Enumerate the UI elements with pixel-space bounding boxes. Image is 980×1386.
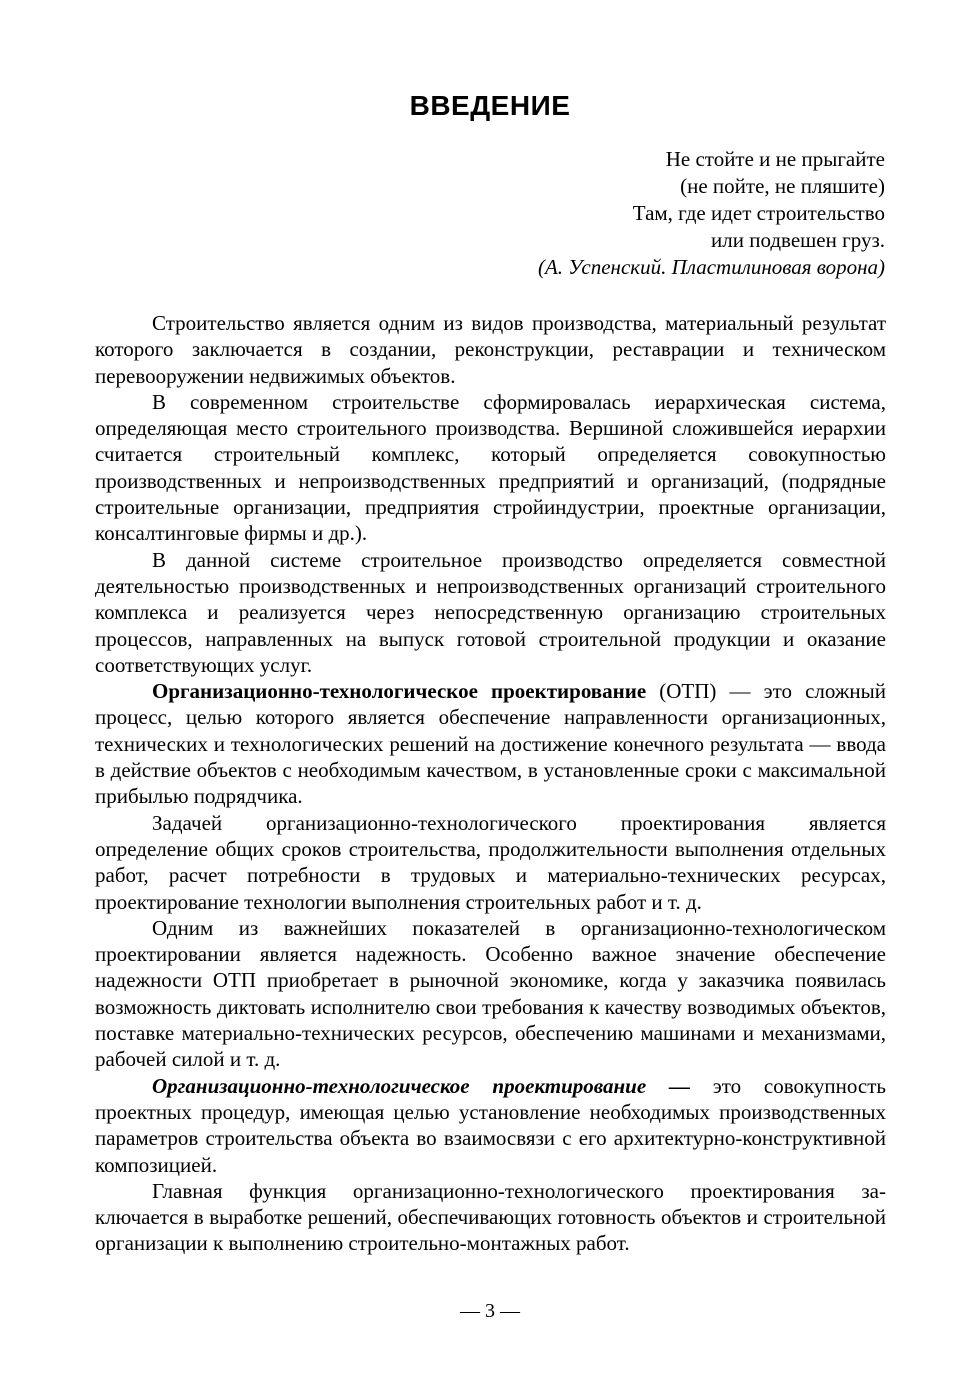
paragraph-text: Задачей организационно-технологического проектирования является определение общих сроков строительства, продолжительности выполнения отдельных работ, расчет потребности в трудовых и материально-технических ресурсах, проектирование технологии выполнения строительных работ и т. д. xyxy=(95,810,886,914)
epigraph-line: Там, где идет строительство xyxy=(632,201,885,225)
body-text xyxy=(95,310,886,1257)
paragraph xyxy=(95,810,886,915)
epigraph-line: или подвешен груз. xyxy=(711,228,885,252)
epigraph-source: (А. Успенский. Пластилиновая ворона) xyxy=(537,255,885,279)
paragraph-text: В современном строительстве сформировалась иерархическая система, определяющая место строительного производства. Вершиной сложившейся иерархии считается строительный комплекс, который определяется совокупностью производственных и непроизводственных предприятий и организаций, (подрядные строительные организации, предприятия стройиндустрии, проектные организации, консалтинговые фирмы и др.). xyxy=(95,389,886,546)
paragraph-text: Одним из важнейших показателей в организационно-технологическом проектировании является надежность. Особенно важное значение обеспечение надежности ОТП приобретает в рыночной экономике, когда у заказчика появилась возможность диктовать исполнителю свои требования к качеству возводимых объектов, поставке материально-технических ресурсов, обеспечению машинами и механизмами, рабочей силой и т. д. xyxy=(95,915,886,1072)
paragraph xyxy=(95,1073,886,1178)
paragraph xyxy=(95,310,886,389)
paragraph xyxy=(95,547,886,678)
term-definition-heading: Организационно-технологическое проектирование xyxy=(152,679,647,704)
paragraph xyxy=(95,389,886,547)
paragraph xyxy=(95,678,886,809)
page-title: ВВЕДЕНИЕ xyxy=(409,90,571,121)
page-number: — 3 — xyxy=(460,1300,520,1322)
epigraph xyxy=(385,146,885,281)
paragraph-text: Строительство является одним из видов производства, материальный результат которого заключается в создании, реконструкции, реставрации и техническом перевооружении недвижимых объектов. xyxy=(95,311,886,388)
epigraph-line: (не пойте, не пляшите) xyxy=(680,174,885,198)
paragraph-text: это совокупность проектных процедур, имеющая целью установление необходимых производственных параметров строительства объекта во взаимосвязи с его архитектурно-конструктивной композицией. xyxy=(95,1073,886,1177)
paragraph-text: (ОТП) — это сложный процесс, целью которого является обеспечение направленности организационных, технических и технологических решений на достижение конечного результата — ввода в действие объектов с необходимым качеством, в установленные сроки с максимальной прибылью подрядчика. xyxy=(95,679,886,809)
paragraph xyxy=(95,915,886,1073)
epigraph-line: Не стойте и не прыгайте xyxy=(665,147,885,171)
paragraph xyxy=(95,1178,886,1257)
paragraph-text: Главная функция организационно-технологического проектирования заключается в выработке решений, обеспечивающих готовность объектов и строительной организации к выполнению строительно-монтажных работ. xyxy=(95,1178,886,1256)
paragraph-text: В данной системе строительное производство определяется совместной деятельностью производственных и непроизводственных организаций строительного комплекса и реализуется через непосредственную организацию строительных процессов, направленных на выпуск готовой строительной продукции и оказание соответствующих услуг. xyxy=(95,547,886,677)
term-definition-heading: Организационно-технологическое проектирование — xyxy=(152,1073,690,1098)
